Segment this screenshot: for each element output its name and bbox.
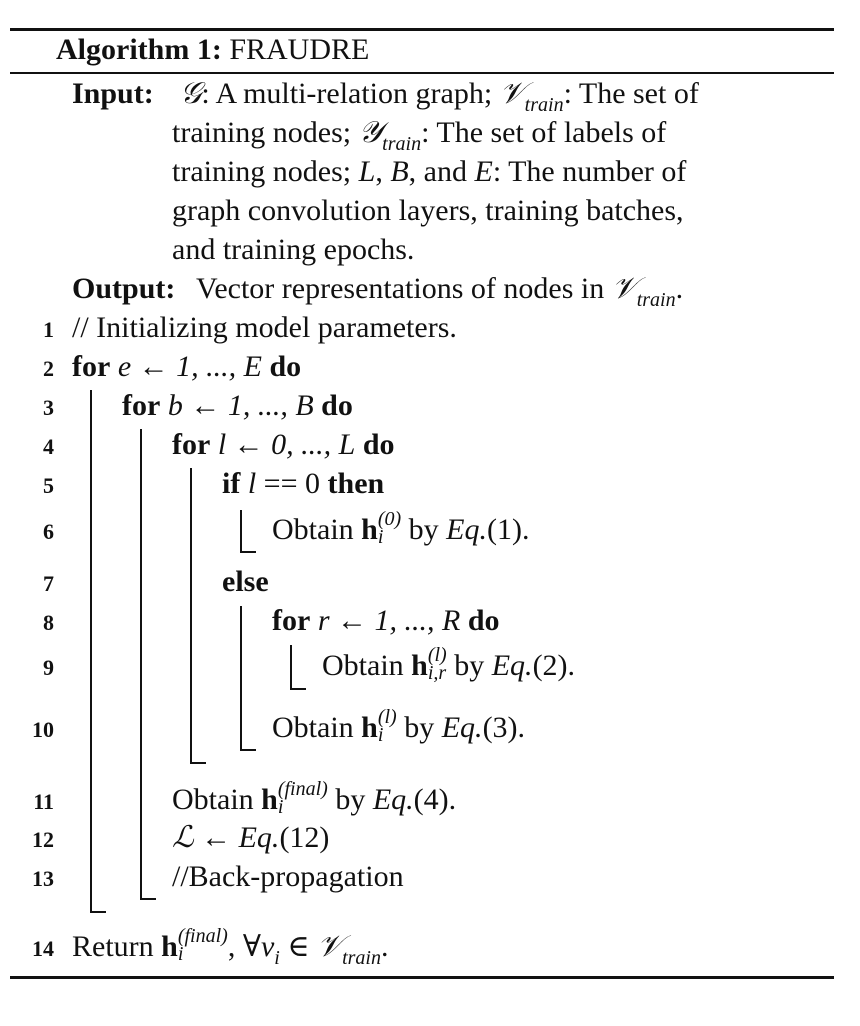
line-number-2: 2 xyxy=(43,356,54,381)
step-2-text: for e ← 1, ..., E do xyxy=(72,350,302,383)
block-end-epoch-loop xyxy=(90,911,106,913)
block-end-else xyxy=(240,749,256,751)
line-number-7: 7 xyxy=(43,571,54,596)
algorithm-name: FRAUDRE xyxy=(229,33,370,66)
line-number-10: 10 xyxy=(32,717,54,742)
output-label: Output: xyxy=(72,272,176,305)
line-number-1: 1 xyxy=(43,317,54,342)
step-9-text: Obtain h (l) i,r by Eq.(2). xyxy=(322,644,576,685)
graph-symbol: 𝒢 xyxy=(180,76,202,111)
step-1-text: // Initializing model parameters. xyxy=(72,311,457,344)
line-number-5: 5 xyxy=(43,473,54,498)
input-line-5: and training epochs. xyxy=(172,233,415,266)
block-line-if xyxy=(240,510,242,552)
step-14-text: Return h (final) i , $\forall v_i$ ∈ 𝒱$_{train}$. xyxy=(72,925,389,969)
input-line-1: 𝒢: A multi-relation graph; 𝒱$_{train}$: The set of xyxy=(180,76,699,116)
step-11-text: Obtain h (final) i by Eq.(4). xyxy=(172,778,457,819)
line-number-11: 11 xyxy=(33,789,54,814)
step-7-text: else xyxy=(222,565,269,598)
top-rule xyxy=(10,28,834,31)
block-end-layer-loop xyxy=(190,762,206,764)
output-text: Vector representations of nodes in 𝒱$_{train}$. xyxy=(196,271,684,311)
input-label: Input: xyxy=(72,77,154,110)
step-5-text: if l == 0 then xyxy=(222,467,385,500)
line-number-3: 3 xyxy=(43,395,54,420)
line-number-4: 4 xyxy=(43,434,54,459)
block-line-batch-loop xyxy=(140,429,142,899)
block-end-batch-loop xyxy=(140,898,156,900)
input-line-2: training nodes; 𝒴$_{train}$: The set of labels of xyxy=(172,115,667,155)
bottom-rule xyxy=(10,976,834,979)
algorithm-header xyxy=(56,32,369,68)
block-line-epoch-loop xyxy=(90,390,92,912)
block-line-relation-loop xyxy=(290,645,292,689)
step-6-text: Obtain h (0) i by Eq.(1). xyxy=(272,508,530,549)
line-number-8: 8 xyxy=(43,610,54,635)
line-number-13: 13 xyxy=(32,866,54,891)
line-number-6: 6 xyxy=(43,519,54,544)
step-4-text: for l ← 0, ..., L do xyxy=(172,428,395,461)
step-8-text: for r ← 1, ..., R do xyxy=(272,604,500,637)
step-3-text: for b ← 1, ..., B do xyxy=(122,389,353,422)
step-12-text: ℒ ← Eq.(12) xyxy=(172,820,330,855)
block-line-else xyxy=(240,606,242,750)
step-10-text: Obtain h (l) i by Eq.(3). xyxy=(272,706,526,747)
line-number-14: 14 xyxy=(32,936,54,961)
block-end-if xyxy=(240,551,256,553)
algorithm-label: Algorithm 1: xyxy=(56,33,222,66)
input-line-3: training nodes; L, B, and E: The number of xyxy=(172,155,687,188)
block-line-layer-loop xyxy=(190,468,192,763)
input-line-4: graph convolution layers, training batches, xyxy=(172,194,684,227)
line-number-9: 9 xyxy=(43,655,54,680)
block-end-relation-loop xyxy=(290,688,306,690)
step-13-text: //Back-propagation xyxy=(172,860,404,893)
line-number-12: 12 xyxy=(32,827,54,852)
header-rule xyxy=(10,72,834,74)
